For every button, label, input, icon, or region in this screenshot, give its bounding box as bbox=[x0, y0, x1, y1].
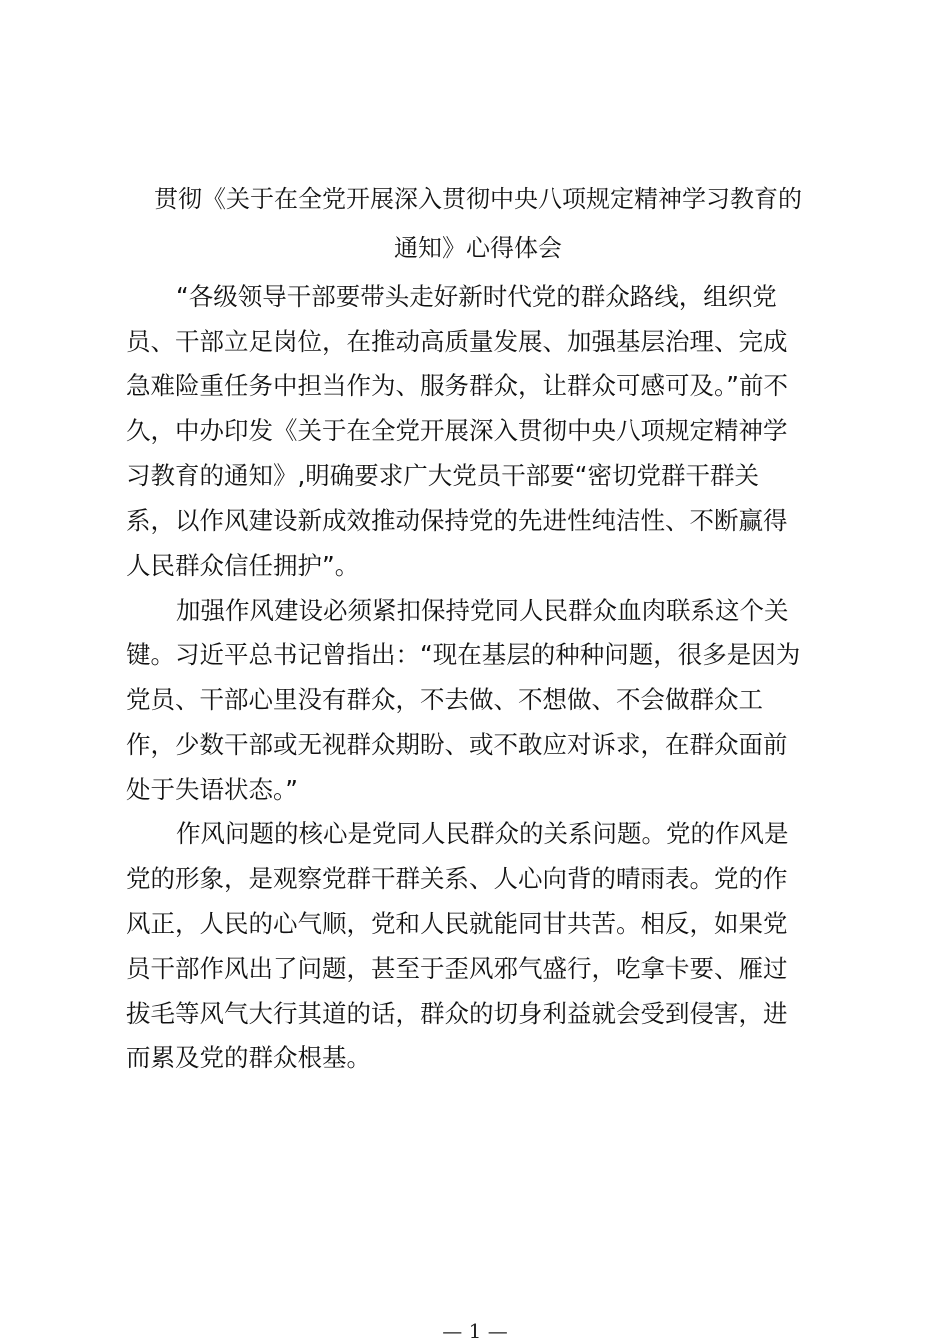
paragraph-line: 作风问题的核心是党同人民群众的关系问题。党的作风是 bbox=[176, 819, 789, 848]
paragraph-line: 加强作风建设必须紧扣保持党同人民群众血肉联系这个关 bbox=[176, 596, 789, 625]
page-number: — 1 — bbox=[442, 1319, 508, 1343]
document-title-line-1: 贯彻《关于在全党开展深入贯彻中央八项规定精神学习教育的 bbox=[154, 185, 802, 213]
paragraph-line: 而累及党的群众根基。 bbox=[126, 1043, 371, 1072]
paragraph-line: 风正，人民的心气顺，党和人民就能同甘共苦。相反，如果党 bbox=[126, 909, 788, 938]
paragraph-line: 作，少数干部或无视群众期盼、或不敢应对诉求，在群众面前 bbox=[126, 730, 788, 759]
paragraph-line: 党的形象，是观察党群干群关系、人心向背的晴雨表。党的作 bbox=[126, 864, 788, 893]
paragraph-line: “各级领导干部要带头走好新时代党的群众路线，组织党 bbox=[176, 282, 777, 311]
paragraph-line: 人民群众信任拥护”。 bbox=[126, 551, 360, 580]
paragraph-line: 急难险重任务中担当作为、服务群众，让群众可感可及。”前不 bbox=[126, 371, 788, 400]
paragraph-line: 员干部作风出了问题，甚至于歪风邪气盛行，吃拿卡要、雁过 bbox=[126, 954, 788, 983]
paragraph-line: 久，中办印发《关于在全党开展深入贯彻中央八项规定精神学 bbox=[126, 416, 788, 445]
paragraph-line: 员、干部立足岗位，在推动高质量发展、加强基层治理、完成 bbox=[126, 327, 788, 356]
paragraph-line: 系，以作风建设新成效推动保持党的先进性纯洁性、不断赢得 bbox=[126, 506, 788, 535]
paragraph-line: 处于失语状态。” bbox=[126, 775, 298, 804]
paragraph-line: 党员、干部心里没有群众，不去做、不想做、不会做群众工 bbox=[126, 685, 763, 714]
document-title-line-2: 通知》心得体会 bbox=[394, 234, 562, 262]
paragraph-line: 习教育的通知》,明确要求广大党员干部要“密切党群干群关 bbox=[126, 461, 759, 490]
paragraph-line: 键。习近平总书记曾指出：“现在基层的种种问题，很多是因为 bbox=[126, 640, 801, 669]
paragraph-line: 拔毛等风气大行其道的话，群众的切身利益就会受到侵害，进 bbox=[126, 999, 788, 1028]
